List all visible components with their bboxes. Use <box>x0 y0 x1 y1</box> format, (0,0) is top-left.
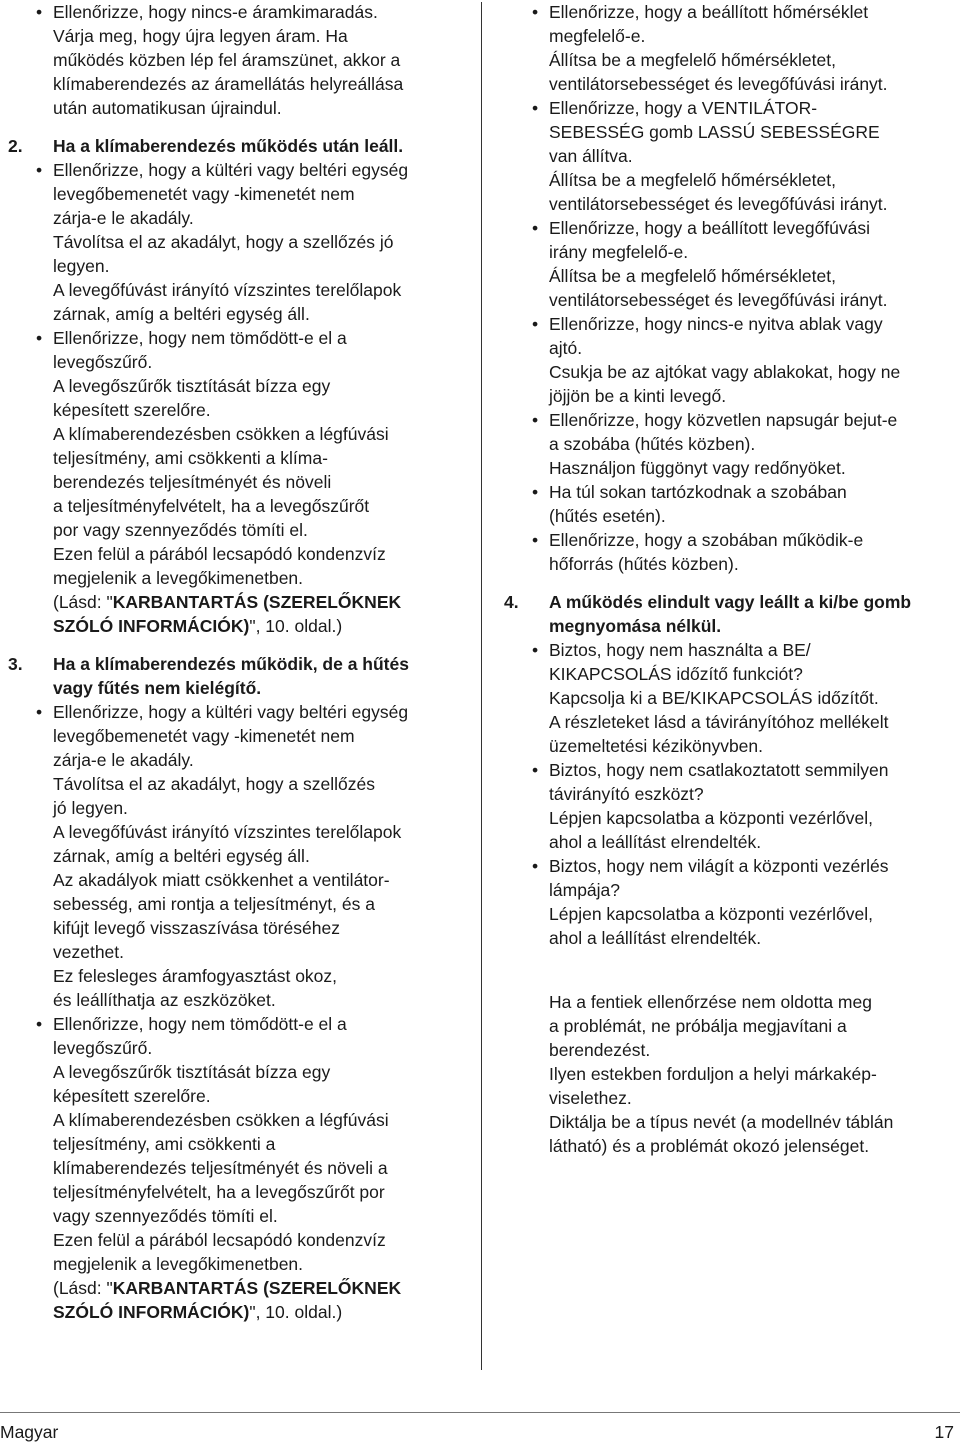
section-number: 3. <box>8 654 23 674</box>
heading-text: vagy fűtés nem kielégítő. <box>53 678 262 698</box>
reference-line: (Lásd: "KARBANTARTÁS (SZERELŐKNEK <box>53 1278 402 1298</box>
text-line: után automatikusan újraindul. <box>53 98 282 118</box>
text-line: Ezen felül a párából lecsapódó kondenzvíz <box>53 1230 386 1250</box>
text-line: A részleteket lásd a távirányítóhoz mellékelt <box>549 712 889 732</box>
text-line: • Ellenőrizze, hogy nincs-e áramkimaradás. <box>53 2 378 22</box>
text-line: ajtó. <box>549 338 583 358</box>
section-heading-3 <box>8 652 470 700</box>
bullet-obstruction-2 <box>8 700 470 1012</box>
text-line: Kapcsolja ki a BE/KIKAPCSOLÁS időzítőt. <box>549 688 879 708</box>
text-line: távirányító eszközt? <box>549 784 704 804</box>
text-line: üzemeltetési kézikönyvben. <box>549 736 763 756</box>
text-line: teljesítmény, ami csökkenti a <box>53 1134 276 1154</box>
heading-text: Ha a klímaberendezés működés után leáll. <box>53 136 404 156</box>
text-line: levegőbemenetét vagy -kimenetét nem <box>53 726 355 746</box>
text-line: levegőbemenetét vagy -kimenetét nem <box>53 184 355 204</box>
text-line: Ez felesleges áramfogyasztást okoz, <box>53 966 338 986</box>
text-line: jöjjön be a kinti levegő. <box>549 386 727 406</box>
text-line: Lépjen kapcsolatba a központi vezérlővel, <box>549 904 873 924</box>
text-line: Használjon függönyt vagy redőnyöket. <box>549 458 846 478</box>
text-line: Diktálja be a típus nevét (a modellnév táblán <box>549 1112 894 1132</box>
text-line: KIKAPCSOLÁS időzítő funkciót? <box>549 664 803 684</box>
text-line: hőforrás (hűtés közben). <box>549 554 739 574</box>
bullet-heat-source <box>504 528 956 576</box>
text-line: megjelenik a levegőkimenetben. <box>53 568 304 588</box>
text-line: • Biztos, hogy nem világít a központi vezérlés <box>549 856 889 876</box>
bullet-obstruction <box>8 158 470 326</box>
heading-text: A működés elindult vagy leállt a ki/be gomb <box>549 592 912 612</box>
text-line: • Ellenőrizze, hogy a beállított hőmérséklet <box>549 2 869 22</box>
text-line: ventilátorsebességet és levegőfúvási irányt. <box>549 194 888 214</box>
text-line: levegőszűrő. <box>53 352 153 372</box>
bullet-central-lamp <box>504 854 956 950</box>
text-line: és leállíthatja az eszközöket. <box>53 990 276 1010</box>
text-line: klímaberendezés teljesítményét és növeli a <box>53 1158 388 1178</box>
text-line: • Ellenőrizze, hogy a beállított levegőfúvási <box>549 218 871 238</box>
text-line: • Biztos, hogy nem használta a BE/ <box>549 640 811 660</box>
section-number: 4. <box>504 592 519 612</box>
bullet-open-window <box>504 312 956 408</box>
reference-line: (Lásd: "KARBANTARTÁS (SZERELŐKNEK <box>53 592 402 612</box>
text-line: ventilátorsebességet és levegőfúvási irányt. <box>549 74 888 94</box>
heading-text: megnyomása nélkül. <box>549 616 722 636</box>
text-line: van állítva. <box>549 146 633 166</box>
text-line: sebesség, ami rontja a teljesítményt, és a <box>53 894 375 914</box>
text-line: a szobába (hűtés közben). <box>549 434 756 454</box>
text-line: Az akadályok miatt csökkenhet a ventilátor- <box>53 870 390 890</box>
text-line: A klímaberendezésben csökken a légfúvási <box>53 1110 389 1130</box>
text-line: por vagy szennyeződés tömíti el. <box>53 520 308 540</box>
text-line: A levegőszűrők tisztítását bízza egy <box>53 376 331 396</box>
text-line: vezethet. <box>53 942 125 962</box>
text-line: SEBESSÉG gomb LASSÚ SEBESSÉGRE <box>549 122 880 142</box>
reference-line: SZÓLÓ INFORMÁCIÓK)", 10. oldal.) <box>53 616 343 636</box>
text-line: (hűtés esetén). <box>549 506 666 526</box>
text-line: megfelelő-e. <box>549 26 646 46</box>
heading-text: Ha a klímaberendezés működik, de a hűtés <box>53 654 409 674</box>
text-line: ventilátorsebességet és levegőfúvási irányt. <box>549 290 888 310</box>
text-line: megjelenik a levegőkimenetben. <box>53 1254 304 1274</box>
bullet-air-filter <box>8 326 470 638</box>
section-number: 2. <box>8 136 23 156</box>
text-line: Ilyen estekben forduljon a helyi márkakép- <box>549 1064 877 1084</box>
text-line: berendezés teljesítményét és növeli <box>53 472 332 492</box>
text-line: teljesítmény, ami csökkenti a klíma- <box>53 448 328 468</box>
text-line: kifújt levegő visszaszívása töréséhez <box>53 918 340 938</box>
text-line: Ezen felül a párából lecsapódó kondenzvíz <box>53 544 386 564</box>
text-line: zárnak, amíg a beltéri egység áll. <box>53 846 310 866</box>
text-line: • Ellenőrizze, hogy a VENTILÁTOR- <box>549 98 818 118</box>
text-line: képesített szerelőre. <box>53 1086 211 1106</box>
bullet-timer <box>504 638 956 758</box>
text-line: • Ellenőrizze, hogy nem tömődött-e el a <box>53 1014 347 1034</box>
text-line: képesített szerelőre. <box>53 400 211 420</box>
right-column <box>504 0 956 1158</box>
text-line: berendezést. <box>549 1040 651 1060</box>
bullet-temperature-setting <box>504 0 956 96</box>
footer-language: Magyar <box>0 1422 59 1442</box>
text-line: ahol a leállítást elrendelték. <box>549 832 762 852</box>
text-line: A levegőfúvást irányító vízszintes terelőlapok <box>53 280 402 300</box>
bullet-power-outage <box>8 0 470 120</box>
text-line: zárnak, amíg a beltéri egység áll. <box>53 304 310 324</box>
bullet-too-many-people <box>504 480 956 528</box>
text-line: • Biztos, hogy nem csatlakoztatott semmilyen <box>549 760 889 780</box>
text-line: jó legyen. <box>53 798 128 818</box>
text-line: Várja meg, hogy újra legyen áram. Ha <box>53 26 348 46</box>
text-line: legyen. <box>53 256 110 276</box>
text-line: • Ha túl sokan tartózkodnak a szobában <box>549 482 847 502</box>
text-line: Lépjen kapcsolatba a központi vezérlővel, <box>549 808 873 828</box>
text-line: a problémát, ne próbálja megjavítani a <box>549 1016 847 1036</box>
text-line: • Ellenőrizze, hogy a kültéri vagy beltéri egység <box>53 702 409 722</box>
text-line: zárja-e le akadály. <box>53 208 194 228</box>
bullet-fan-speed <box>504 96 956 216</box>
reference-line: SZÓLÓ INFORMÁCIÓK)", 10. oldal.) <box>53 1302 343 1322</box>
text-line: Ha a fentiek ellenőrzése nem oldotta meg <box>549 992 872 1012</box>
bullet-air-filter-2 <box>8 1012 470 1324</box>
text-line: Állítsa be a megfelelő hőmérsékletet, <box>549 170 836 190</box>
text-line: Távolítsa el az akadályt, hogy a szellőzés <box>53 774 375 794</box>
text-line: működés közben lép fel áramszünet, akkor a <box>53 50 401 70</box>
text-line: • Ellenőrizze, hogy nincs-e nyitva ablak vagy <box>549 314 883 334</box>
bullet-sunlight <box>504 408 956 480</box>
text-line: A levegőfúvást irányító vízszintes terelőlapok <box>53 822 402 842</box>
text-line: • Ellenőrizze, hogy a szobában működik-e <box>549 530 864 550</box>
text-line: • Ellenőrizze, hogy nem tömődött-e el a <box>53 328 347 348</box>
text-line: Állítsa be a megfelelő hőmérsékletet, <box>549 266 836 286</box>
text-line: • Ellenőrizze, hogy közvetlen napsugár bejut-e <box>549 410 898 430</box>
text-line: ahol a leállítást elrendelték. <box>549 928 762 948</box>
text-line: Csukja be az ajtókat vagy ablakokat, hogy ne <box>549 362 901 382</box>
bullet-airflow-direction <box>504 216 956 312</box>
text-line: lámpája? <box>549 880 621 900</box>
text-line: A klímaberendezésben csökken a légfúvási <box>53 424 389 444</box>
footer-rule <box>0 1412 960 1413</box>
text-line: Távolítsa el az akadályt, hogy a szellőzés jó <box>53 232 394 252</box>
column-divider <box>481 2 482 1370</box>
page-number: 17 <box>934 1422 954 1442</box>
left-column <box>8 0 470 1324</box>
text-line: vagy szennyeződés tömíti el. <box>53 1206 278 1226</box>
text-line: látható) és a problémát okozó jelenséget. <box>549 1136 870 1156</box>
bullet-remote-device <box>504 758 956 854</box>
text-line: teljesítményfelvételt, ha a levegőszűrőt por <box>53 1182 385 1202</box>
text-line: zárja-e le akadály. <box>53 750 194 770</box>
text-line: levegőszűrő. <box>53 1038 153 1058</box>
text-line: klímaberendezés az áramellátás helyreállása <box>53 74 404 94</box>
closing-note <box>504 990 956 1158</box>
text-line: viselethez. <box>549 1088 632 1108</box>
text-line: Állítsa be a megfelelő hőmérsékletet, <box>549 50 836 70</box>
section-heading-2 <box>8 134 470 158</box>
text-line: a teljesítményfelvételt, ha a levegőszűrőt <box>53 496 370 516</box>
section-heading-4 <box>504 590 956 638</box>
text-line: irány megfelelő-e. <box>549 242 689 262</box>
text-line: • Ellenőrizze, hogy a kültéri vagy beltéri egység <box>53 160 409 180</box>
text-line: A levegőszűrők tisztítását bízza egy <box>53 1062 331 1082</box>
